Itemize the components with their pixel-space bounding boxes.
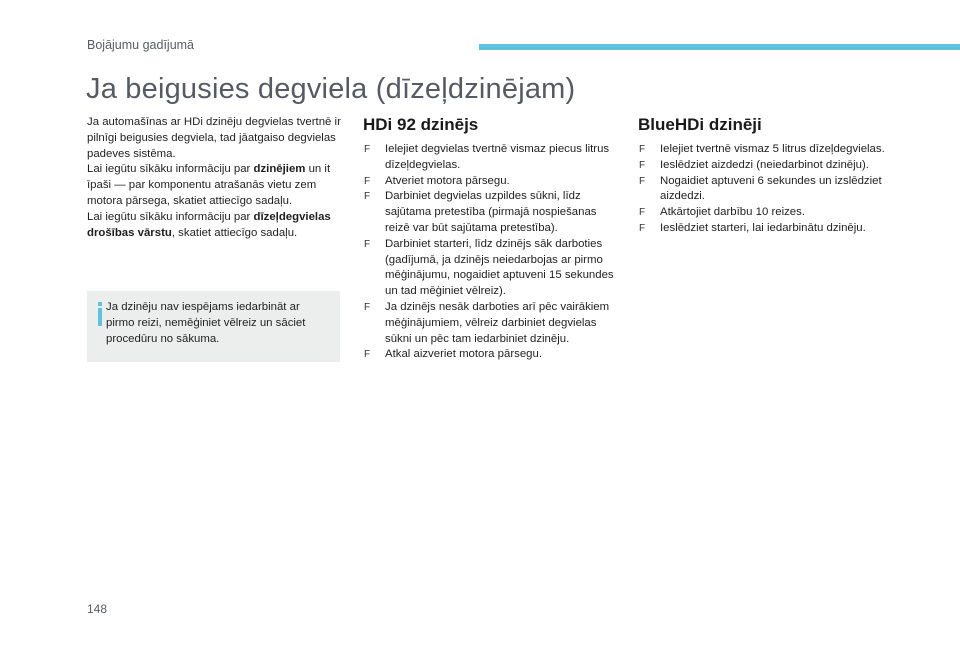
bluehdi-steps-list	[638, 142, 900, 237]
bullet-icon: F	[639, 144, 646, 155]
bluehdi-heading: BlueHDi dzinēji	[638, 115, 762, 134]
intro-p2-after: un it īpaši — par komponentu atrašanās vietu zem motora pārsega, skatiet attiecīgo sadaļu.	[87, 163, 331, 207]
intro-paragraph-2	[87, 162, 342, 209]
page-number: 148	[87, 602, 108, 616]
bullet-icon: F	[639, 159, 646, 171]
intro-p2-bold: dzinējiem	[253, 163, 306, 176]
bullet-icon: F	[364, 238, 371, 250]
bullet-icon: F	[639, 207, 646, 219]
bullet-icon: F	[364, 191, 371, 203]
bullet-icon: F	[364, 175, 371, 187]
step-text: Ja dzinējs nesāk darboties arī pēc vairākiem mēģinājumiem, vēlreiz darbiniet degvielas sūkni un pēc tam iedarbiniet dzinēju.	[385, 300, 610, 345]
list-item	[638, 205, 900, 221]
list-item	[638, 158, 900, 174]
step-text: Ielejiet degvielas tvertnē vismaz piecus litrus dīzeļdegvielas.	[385, 143, 610, 171]
intro-p3-after: , skatiet attiecīgo sadaļu.	[171, 226, 298, 239]
list-item	[638, 174, 900, 206]
list-item	[363, 237, 621, 300]
list-item	[363, 189, 621, 236]
list-item	[363, 300, 621, 347]
list-item	[363, 142, 621, 174]
step-text: Atveriet motora pārsegu.	[385, 174, 510, 187]
hdi-steps-list	[363, 142, 621, 363]
intro-text	[87, 115, 342, 241]
page-title: Ja beigusies degviela (dīzeļdzinējam)	[86, 73, 576, 105]
list-item	[363, 347, 621, 363]
bullet-icon: F	[364, 144, 371, 155]
intro-p3-before: Lai iegūtu sīkāku informāciju par	[87, 210, 254, 223]
bullet-icon: F	[364, 301, 371, 313]
bullet-icon: F	[364, 349, 371, 361]
bullet-icon: F	[639, 175, 646, 187]
bullet-icon: F	[639, 222, 646, 234]
list-item	[638, 221, 900, 237]
list-item	[638, 142, 900, 158]
step-text: Ieslēdziet starteri, lai iedarbinātu dzinēju.	[660, 221, 866, 234]
header-accent-bar	[479, 44, 960, 50]
step-text: Atkal aizveriet motora pārsegu.	[385, 348, 543, 361]
step-text: Darbiniet starteri, līdz dzinējs sāk darboties (gadījumā, ja dzinējs neiedarbojas ar pirmo mēģinājumu, nogaidiet aptuveni 15 sekundes un tad mēģiniet vēlreiz).	[385, 237, 614, 298]
info-box-text: Ja dzinēju nav iespējams iedarbināt ar pirmo reizi, nemēģiniet vēlreiz un sāciet procedūru no sākuma.	[106, 301, 306, 345]
step-text: Nogaidiet aptuveni 6 sekundes un izslēdziet aizdedzi.	[660, 174, 882, 203]
step-text: Ieslēdziet aizdedzi (neiedarbinot dzinēju).	[660, 158, 869, 171]
intro-p3-bold: dīzeļdegvielas drošības vārstu	[87, 210, 331, 239]
info-box	[87, 291, 340, 362]
step-text: Atkārtojiet darbību 10 reizes.	[660, 206, 805, 219]
step-text: Darbiniet degvielas uzpildes sūkni, līdz sajūtama pretestība (pirmajā nospiešanas reizē var būt sajūtama pretestība).	[385, 190, 597, 234]
intro-p2-before: Lai iegūtu sīkāku informāciju par	[87, 163, 254, 176]
info-icon	[95, 302, 105, 326]
intro-paragraph-3	[87, 210, 342, 242]
section-label: Bojājumu gadījumā	[87, 38, 195, 52]
hdi-heading: HDi 92 dzinējs	[363, 115, 479, 134]
list-item	[363, 174, 621, 190]
intro-paragraph-1: Ja automašīnas ar HDi dzinēju degvielas tvertnē ir pilnīgi beigusies degviela, tad jāatgaiso degvielas padeves sistēma.	[87, 116, 341, 160]
step-text: Ielejiet tvertnē vismaz 5 litrus dīzeļdegvielas.	[660, 143, 885, 155]
